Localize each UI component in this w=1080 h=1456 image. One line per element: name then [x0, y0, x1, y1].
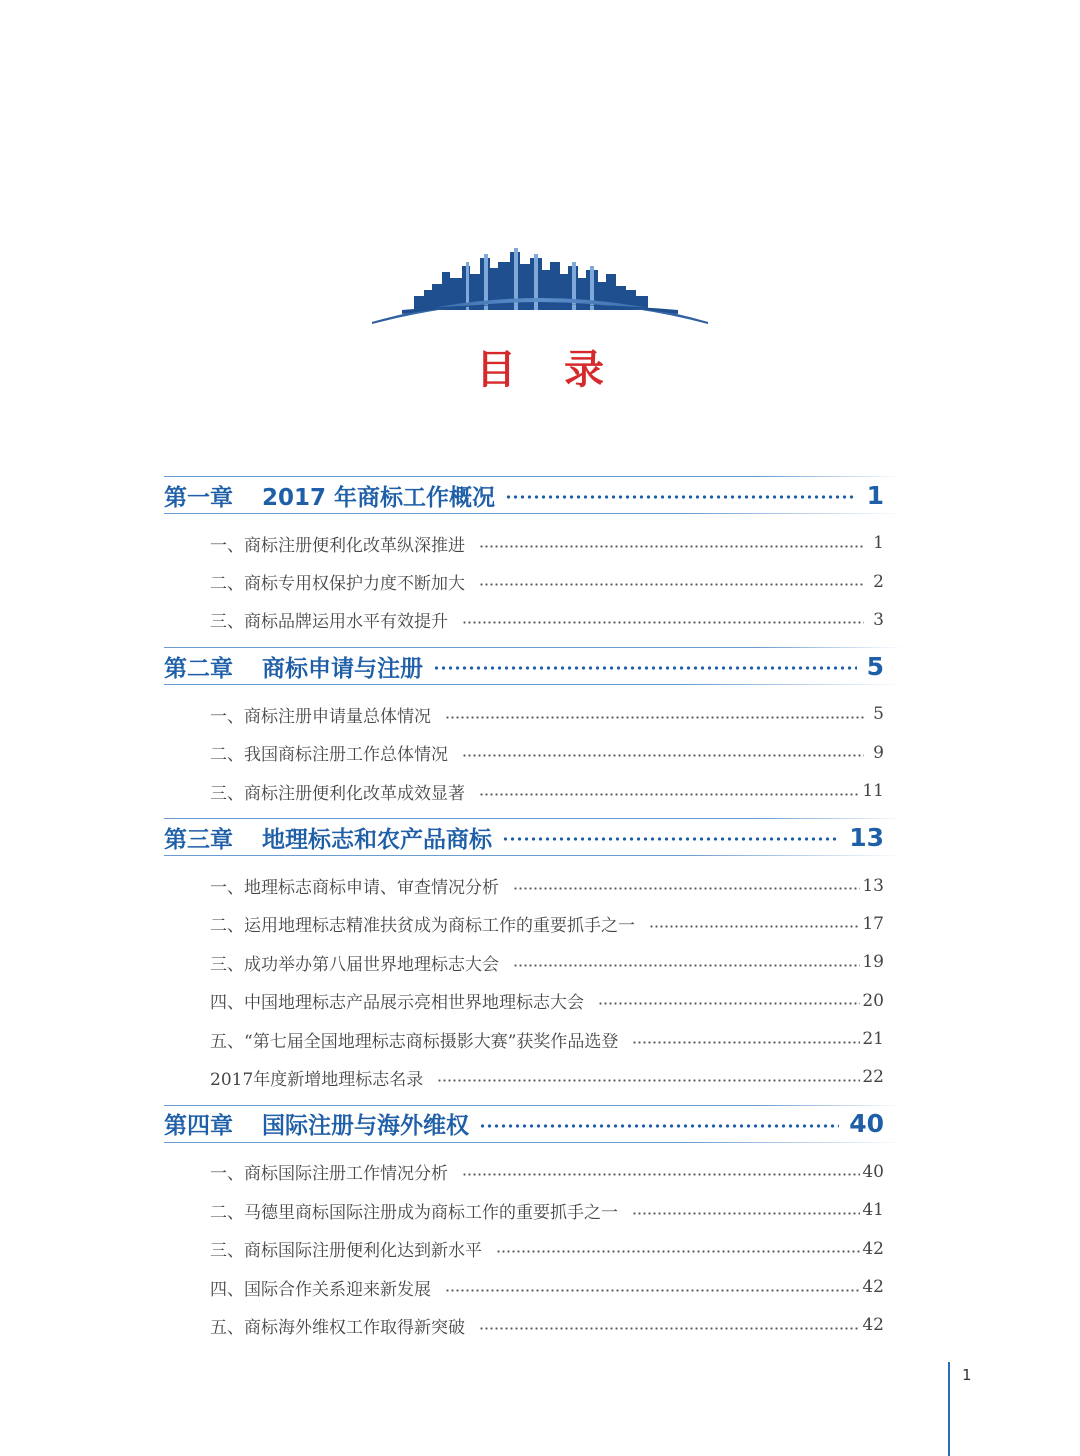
entry-title: 四、国际合作关系迎来新发展: [210, 1279, 431, 1300]
toc-chapter-2[interactable]: [164, 647, 888, 685]
entry-title: 二、马德里商标国际注册成为商标工作的重要抓手之一: [210, 1202, 618, 1223]
toc-entry[interactable]: [164, 982, 888, 1020]
entry-title: 一、商标注册便利化改革纵深推进: [210, 535, 465, 556]
dot-leader: [433, 666, 857, 670]
toc-chapter-4[interactable]: [164, 1105, 888, 1143]
chapter-number: 第一章: [164, 484, 233, 511]
chapter-number: 第三章: [164, 826, 233, 853]
toc-entry[interactable]: [164, 943, 888, 981]
toc-entry[interactable]: [164, 1229, 888, 1267]
entry-title: 二、运用地理标志精准扶贫成为商标工作的重要抓手之一: [210, 916, 635, 937]
entry-page-number: 22: [862, 1067, 884, 1088]
entry-page-number: 2: [873, 571, 884, 592]
toc-entry[interactable]: [164, 524, 888, 562]
entry-page-number: 42: [862, 1238, 884, 1259]
dot-leader: [479, 1327, 860, 1330]
toc-entry[interactable]: [164, 1153, 888, 1191]
chapter-page-number: 40: [849, 1109, 884, 1139]
toc-entry[interactable]: [164, 562, 888, 600]
folio-page-number: 1: [962, 1366, 972, 1384]
entry-page-number: 42: [862, 1277, 884, 1298]
toc-entry[interactable]: [164, 1191, 888, 1229]
entry-title: 2017年度新增地理标志名录: [210, 1069, 424, 1090]
chapter-page-number: 13: [849, 822, 884, 852]
entry-page-number: 41: [862, 1200, 884, 1221]
entry-page-number: 21: [862, 1029, 884, 1050]
toc-entry[interactable]: [164, 695, 888, 733]
dot-leader: [513, 887, 860, 890]
dot-leader: [598, 1002, 860, 1005]
chapter-block: [164, 476, 888, 639]
entry-title: 一、地理标志商标申请、审查情况分析: [210, 878, 499, 899]
city-skyline-illustration: [372, 244, 708, 324]
chapter-block: [164, 818, 888, 1096]
entry-page-number: 11: [862, 781, 884, 802]
entry-page-number: 20: [862, 990, 884, 1011]
entry-title: 一、商标国际注册工作情况分析: [210, 1164, 448, 1185]
chapter-block: [164, 647, 888, 810]
dot-leader: [462, 1173, 860, 1176]
chapter-title: 2017 年商标工作概况: [262, 484, 496, 511]
chapter-page-number: 5: [866, 651, 884, 681]
entry-title: 三、商标注册便利化改革成效显著: [210, 783, 465, 804]
chapter-title: 地理标志和农产品商标: [262, 826, 492, 853]
chapter-page-number: 1: [866, 480, 884, 510]
toc-entry[interactable]: [164, 1020, 888, 1058]
entry-title: 四、中国地理标志产品展示亮相世界地理标志大会: [210, 993, 584, 1014]
dot-leader: [479, 545, 864, 548]
entry-title: 一、商标注册申请量总体情况: [210, 706, 431, 727]
entry-page-number: 1: [873, 533, 884, 554]
chapter-number: 第四章: [164, 1113, 233, 1140]
toc-entry[interactable]: [164, 905, 888, 943]
toc-entry[interactable]: [164, 866, 888, 904]
toc-chapter-1[interactable]: [164, 476, 888, 514]
dot-leader: [437, 1079, 860, 1082]
dot-leader: [479, 793, 860, 796]
dot-leader: [479, 583, 864, 586]
table-of-contents: [164, 476, 888, 1353]
toc-chapter-3[interactable]: [164, 818, 888, 856]
entry-page-number: 13: [862, 875, 884, 896]
dot-leader: [649, 925, 860, 928]
entry-title: 五、“第七届全国地理标志商标摄影大赛”获奖作品选登: [210, 1031, 619, 1052]
dot-leader: [445, 1289, 860, 1292]
dot-leader: [505, 495, 857, 499]
entry-title: 三、商标国际注册便利化达到新水平: [210, 1241, 482, 1262]
chapter-number: 第二章: [164, 655, 233, 682]
entry-page-number: 19: [862, 952, 884, 973]
chapter-title: 国际注册与海外维权: [262, 1113, 469, 1140]
toc-entry[interactable]: [164, 1306, 888, 1344]
toc-entry[interactable]: [164, 734, 888, 772]
entry-title: 二、商标专用权保护力度不断加大: [210, 574, 465, 595]
entry-page-number: 9: [873, 742, 884, 763]
entry-page-number: 5: [873, 704, 884, 725]
chapter-title: 商标申请与注册: [262, 655, 423, 682]
page-title: 目录: [476, 347, 652, 393]
dot-leader: [632, 1212, 860, 1215]
entry-title: 二、我国商标注册工作总体情况: [210, 745, 448, 766]
toc-entry[interactable]: [164, 1058, 888, 1096]
dot-leader: [462, 754, 864, 757]
folio-rule: [948, 1362, 950, 1456]
dot-leader: [496, 1250, 860, 1253]
entry-title: 三、商标品牌运用水平有效提升: [210, 612, 448, 633]
dot-leader: [502, 837, 839, 841]
toc-entry[interactable]: [164, 772, 888, 810]
entry-title: 五、商标海外维权工作取得新突破: [210, 1317, 465, 1338]
entry-page-number: 17: [862, 913, 884, 934]
toc-entry[interactable]: [164, 601, 888, 639]
dot-leader: [445, 716, 864, 719]
entry-page-number: 40: [862, 1161, 884, 1182]
dot-leader: [513, 964, 860, 967]
dot-leader: [632, 1041, 860, 1044]
entry-title: 三、成功举办第八届世界地理标志大会: [210, 954, 499, 975]
chapter-block: [164, 1105, 888, 1345]
toc-entry[interactable]: [164, 1268, 888, 1306]
dot-leader: [479, 1124, 839, 1128]
dot-leader: [462, 621, 864, 624]
entry-page-number: 3: [873, 609, 884, 630]
entry-page-number: 42: [862, 1315, 884, 1336]
